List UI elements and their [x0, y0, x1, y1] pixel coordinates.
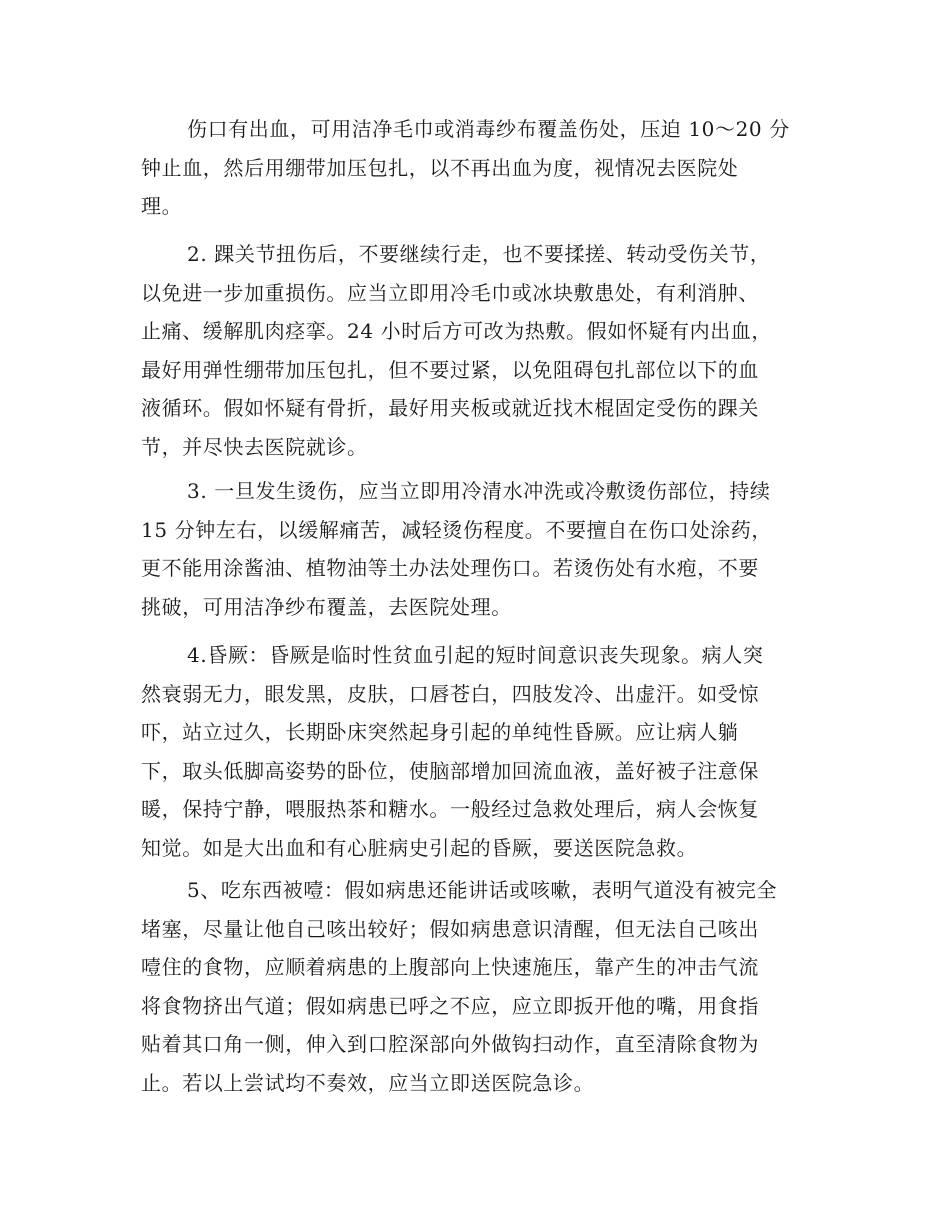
text-line: 3. 一旦发生烫伤，应当立即用冷清水冲洗或冷敷烫伤部位，持续 [187, 479, 771, 503]
paragraph-choking [141, 871, 811, 1102]
text-line: 理。 [141, 194, 183, 218]
text-line: 5、吃东西被噎：假如病患还能讲话或咳嗽，表明气道没有被完全 [187, 878, 778, 902]
paragraph-bleeding [141, 110, 811, 226]
paragraph-fainting [141, 636, 811, 867]
text-line: 下，取头低脚高姿势的卧位，使脑部增加回流血液，盖好被子注意保 [141, 758, 759, 783]
text-line: 节，并尽快去医院就诊。 [141, 434, 368, 459]
text-line: 钟止血，然后用绷带加压包扎，以不再出血为度，视情况去医院处 [141, 155, 739, 180]
text-line: 止。若以上尝试均不奏效，应当立即送医院急诊。 [141, 1070, 595, 1095]
text-line: 贴着其口角一侧，伸入到口腔深部向外做钩扫动作，直至清除食物为 [141, 1032, 759, 1056]
text-line: 噎住的食物，应顺着病患的上腹部向上快速施压，靠产生的冲击气流 [141, 955, 759, 979]
text-line: 液循环。假如怀疑有骨折，最好用夹板或就近找木棍固定受伤的踝关 [141, 396, 759, 420]
paragraph-ankle-sprain [141, 235, 811, 466]
text-line: 15 分钟左右，以缓解痛苦，减轻烫伤程度。不要擅自在伤口处涂药， [141, 517, 773, 542]
paragraph-scald [141, 472, 811, 626]
text-line: 吓，站立过久，长期卧床突然起身引起的单纯性昏厥。应让病人躺 [141, 720, 739, 744]
text-line: 然衰弱无力，眼发黑，皮肤，口唇苍白，四肢发冷、出虚汗。如受惊 [141, 681, 759, 706]
text-line: 堵塞，尽量让他自己咳出较好；假如病患意识清醒，但无法自己咳出 [141, 916, 759, 941]
text-line: 最好用弹性绷带加压包扎，但不要过紧，以免阻碍包扎部位以下的血 [141, 357, 759, 382]
text-line: 以免进一步加重损伤。应当立即用冷毛巾或冰块敷患处，有利消肿、 [141, 280, 759, 305]
text-line: 止痛、缓解肌肉痉挛。24 小时后方可改为热敷。假如怀疑有内出血， [141, 319, 773, 343]
text-line: 知觉。如是大出血和有心脏病史引起的昏厥，要送医院急救。 [141, 835, 698, 860]
text-line: 2. 踝关节扭伤后，不要继续行走，也不要揉搓、转动受伤关节， [187, 242, 771, 266]
text-line: 更不能用涂酱油、植物油等土办法处理伤口。若烫伤处有水疱，不要 [141, 556, 759, 580]
text-line: 挑破，可用洁净纱布覆盖，去医院处理。 [141, 594, 512, 619]
text-line: 将食物挤出气道；假如病患已呼之不应，应立即扳开他的嘴，用食指 [141, 993, 759, 1018]
text-line: 4.昏厥：昏厥是临时性贫血引起的短时间意识丧失现象。病人突 [187, 643, 764, 667]
text-line: 伤口有出血，可用洁净毛巾或消毒纱布覆盖伤处，压迫 10～20 分 [187, 117, 790, 141]
text-line: 暖，保持宁静，喂服热茶和糖水。一般经过急救处理后，病人会恢复 [141, 797, 759, 821]
